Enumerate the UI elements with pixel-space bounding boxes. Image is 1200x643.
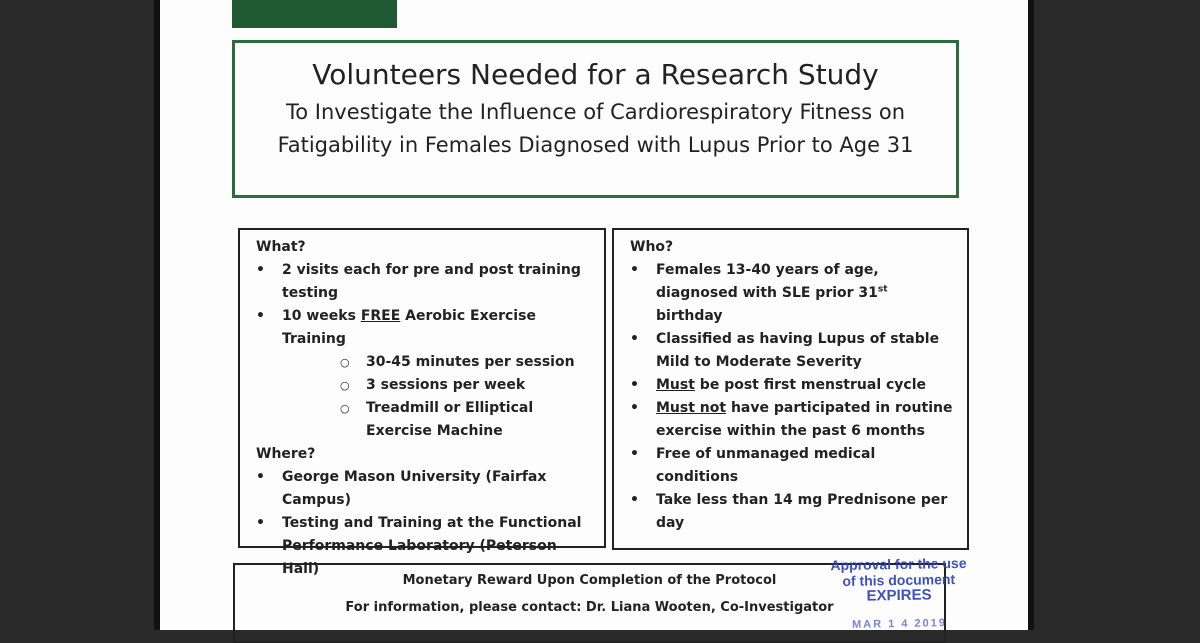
free-emphasis: FREE [360, 308, 401, 324]
stamp-line: of this document [842, 571, 956, 589]
stamp-date: MAR 1 4 2019 [851, 617, 948, 631]
who-box [612, 228, 969, 550]
subtitle-line-2: Fatigability in Females Diagnosed with Lupus Prior to Age 31 [277, 133, 914, 157]
sub-list-item: ○ 3 sessions per week [340, 374, 594, 397]
who-list [630, 259, 957, 535]
title-box [232, 40, 959, 198]
list-item: • Free of unmanaged medical conditions [630, 443, 957, 489]
sub-list-item: ○ 30-45 minutes per session [340, 351, 594, 374]
page-title: Volunteers Needed for a Research Study [312, 58, 879, 91]
where-heading: Where? [256, 446, 316, 462]
list-item [630, 397, 957, 443]
what-list [256, 259, 594, 443]
logo-bar [232, 0, 397, 28]
list-item [630, 374, 957, 397]
list-item: • Classified as having Lupus of stable Mild to Moderate Severity [630, 328, 957, 374]
sub-list-item: ○ Treadmill or Elliptical Exercise Machine [340, 397, 594, 443]
must-not-emphasis: Must not [656, 400, 727, 416]
must-emphasis: Must [656, 377, 695, 393]
reward-text: Monetary Reward Upon Completion of the Protocol [402, 573, 777, 588]
what-heading: What? [256, 239, 306, 255]
list-item-text: Females 13-40 years of age, diagnosed with SLE prior 31 [656, 262, 879, 301]
stamp-line: Approval for the use [830, 554, 967, 574]
list-item-text: 10 weeks [282, 308, 361, 324]
list-item-text: Aerobic Exercise Training [282, 308, 536, 347]
what-where-box [238, 228, 606, 577]
study-subtitle [235, 96, 956, 162]
stamp-expires: EXPIRES [866, 586, 932, 605]
page-edge-right [1028, 0, 1034, 630]
training-sublist [282, 351, 594, 443]
who-heading: Who? [630, 239, 674, 255]
contact-text: For information, please contact: Dr. Liana Wooten, Co-Investigator [345, 600, 834, 615]
ordinal-suffix: st [877, 284, 888, 295]
list-item-text: birthday [656, 308, 723, 324]
approval-stamp [812, 555, 985, 634]
list-item: • George Mason University (Fairfax Campus) [256, 466, 594, 512]
list-item: • 2 visits each for pre and post training testing [256, 259, 594, 305]
list-item-text: have participated in routine exercise within the past 6 months [656, 400, 953, 439]
list-item [256, 305, 594, 443]
list-item: • Take less than 14 mg Prednisone per day [630, 489, 957, 535]
list-item [630, 259, 957, 328]
list-item-text: be post first menstrual cycle [694, 377, 927, 393]
subtitle-line-1: To Investigate the Influence of Cardiorespiratory Fitness on [285, 100, 906, 124]
list-item: • Testing and Training at the Functional Performance Laboratory (Peterson Hall) [256, 512, 594, 581]
